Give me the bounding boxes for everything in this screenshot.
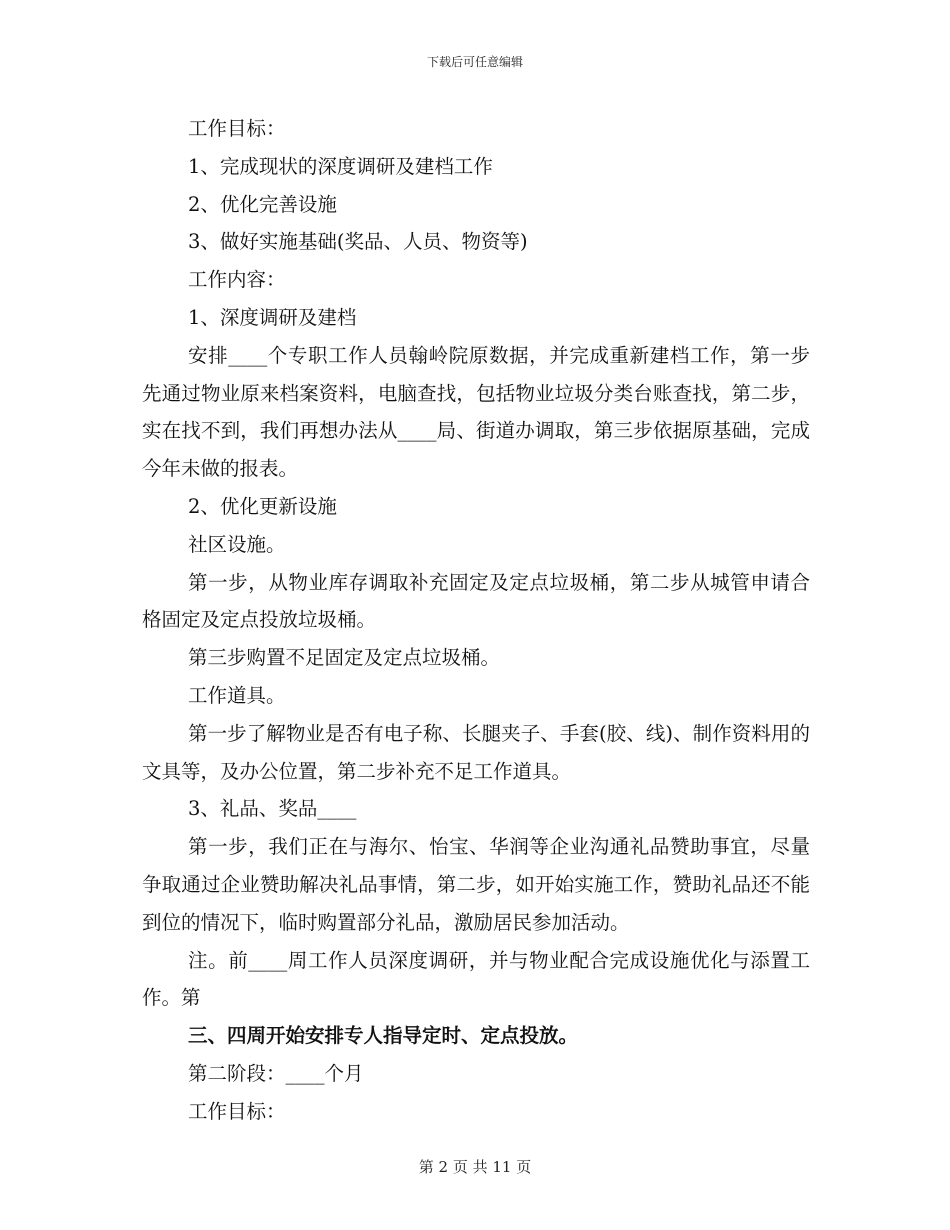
body-paragraph: 第三步购置不足固定及定点垃圾桶。 — [188, 646, 501, 670]
body-paragraph: 工作道具。 — [188, 683, 286, 707]
bold-heading: 三、四周开始安排专人指导定时、定点投放。 — [188, 1024, 579, 1048]
body-paragraph: 1、完成现状的深度调研及建档工作 — [188, 154, 493, 178]
page-header: 下载后可任意编辑 — [426, 55, 523, 69]
body-paragraph: 安排____个专职工作人员翰岭院原数据，并完成重新建档工作，第一步先通过物业原来档案资料，电脑查找，包括物业垃圾分类台账查找，第二步，实在找不到，我们再想办法从____局、街道办调取，第三步依据原基础，完成今年未做的报表。 — [142, 343, 810, 481]
body-paragraph: 第二阶段：____个月 — [188, 1061, 364, 1085]
body-paragraph: 工作目标： — [188, 1099, 286, 1123]
body-paragraph: 工作内容： — [188, 268, 286, 292]
body-paragraph: 2、优化更新设施 — [188, 494, 337, 518]
body-paragraph: 第一步，我们正在与海尔、怡宝、华润等企业沟通礼品赞助事宜，尽量争取通过企业赞助解决礼品事情，第二步，如开始实施工作，赞助礼品还不能到位的情况下，临时购置部分礼品，激励居民参加活动。 — [142, 835, 810, 934]
body-paragraph: 3、做好实施基础(奖品、人员、物资等) — [188, 230, 528, 254]
body-paragraph: 2、优化完善设施 — [188, 192, 337, 216]
body-paragraph: 社区设施。 — [188, 532, 286, 556]
body-paragraph: 1、深度调研及建档 — [188, 305, 357, 329]
page-number: 第 2 页 共 11 页 — [418, 1158, 532, 1176]
body-paragraph: 第一步，从物业库存调取补充固定及定点垃圾桶，第二步从城管申请合格固定及定点投放垃圾桶。 — [142, 570, 810, 632]
body-paragraph: 第一步了解物业是否有电子称、长腿夹子、手套(胶、线)、制作资料用的文具等，及办公位置，第二步补充不足工作道具。 — [142, 721, 810, 783]
document-body — [142, 110, 810, 1131]
body-paragraph: 3、礼品、奖品____ — [188, 797, 357, 821]
body-paragraph: 注。前____周工作人员深度调研，并与物业配合完成设施优化与添置工作。第 — [142, 948, 810, 1010]
body-paragraph: 工作目标： — [188, 117, 286, 140]
